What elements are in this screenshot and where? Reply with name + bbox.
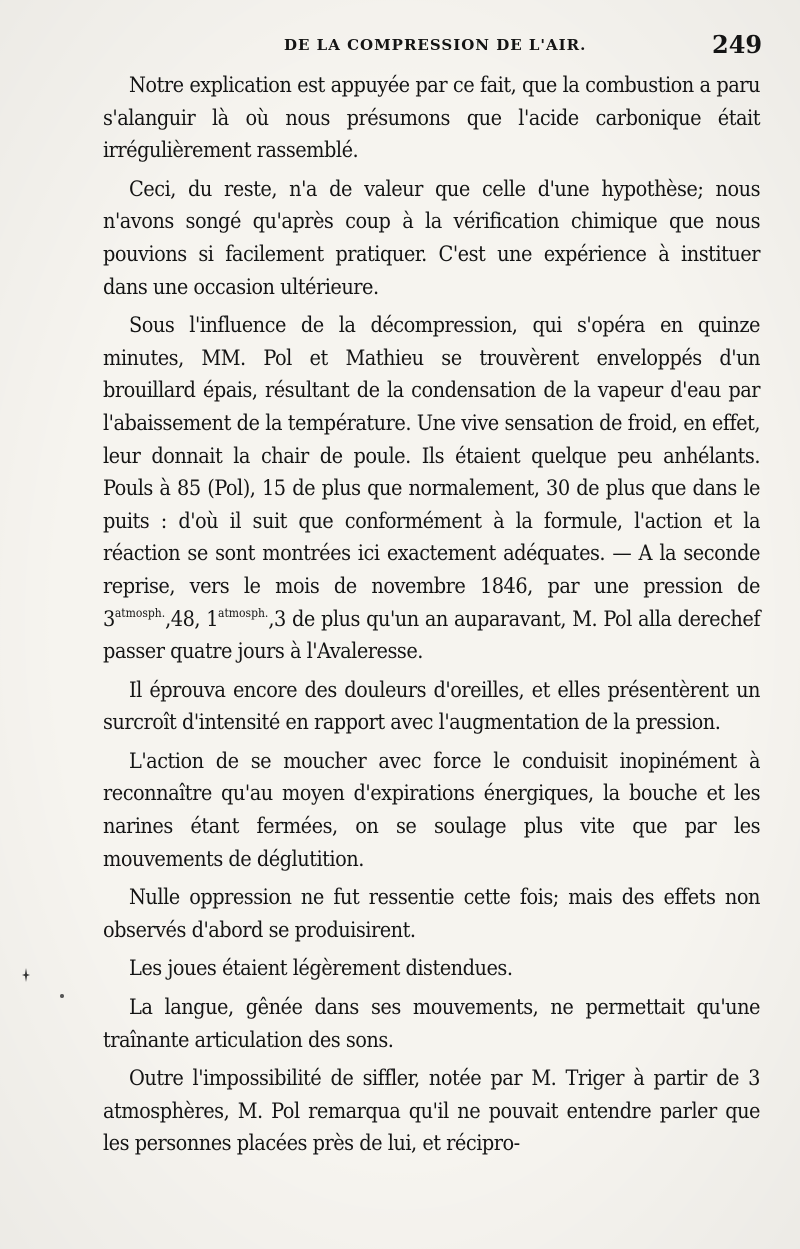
body-text (103, 70, 760, 1161)
paragraph-8 (103, 992, 760, 1057)
atmosphere-superscript: atmosph. (218, 605, 269, 620)
paragraph-8-text: La langue, gênée dans ses mouvements, ne permettait qu'une traînante articulation des sons. (103, 995, 760, 1053)
paragraph-4-text: Il éprouva encore des douleurs d'oreilles, et elles présentèrent un surcroît d'intensité en rapport avec l'augmentation de la pression. (103, 677, 760, 736)
paragraph-1 (103, 70, 760, 168)
paragraph-3-text-c: ,3 de plus qu'un an auparavant, M. Pol alla derechef passer quatre jours à l'Avaleresse. (103, 606, 760, 665)
atmosphere-superscript: atmosph. (114, 605, 166, 620)
paragraph-5 (103, 746, 760, 876)
paragraph-3-text-a: Sous l'influence de la décompression, qui s'opéra en quinze minutes, MM. Pol et Mathieu se trouvèrent enveloppés d'un brouillard épais, résultant de la condensation de la vapeur d'eau par l'abaissement de la température. Une vive sensation de froid, en effet, leur donnait la chair de poule. Ils étaient quelque peu anhélants. Pouls à 85 (Pol), 15 de plus que normalement, 30 de plus que dans le puits : d'où il suit que conformément à la formule, l'action et la réaction se sont montrées ici exactement adéquates. — A la seconde reprise, vers le mois de novembre 1846, par une pression de 3 (103, 313, 760, 632)
page-number: 249 (712, 30, 763, 59)
paragraph-1-text: Notre explication est appuyée par ce fait, que la combustion a paru s'alanguir là où nous présumons que l'acide carbonique était irrégulièrement rassemblé. (103, 73, 760, 164)
paragraph-7 (103, 953, 760, 986)
ink-dot-mark (60, 994, 64, 998)
paragraph-6 (103, 882, 760, 947)
paragraph-4 (103, 675, 760, 740)
paragraph-9-text: Outre l'impossibilité de siffler, notée par M. Triger à partir de 3 atmosphères, M. Pol remarqua qu'il ne pouvait entendre parler que les personnes placées près de lui, et récipro- (103, 1066, 760, 1157)
paragraph-6-text: Nulle oppression ne fut ressentie cette fois; mais des effets non observés d'abord se produisirent. (103, 885, 760, 943)
paragraph-3 (103, 310, 760, 669)
page-header (0, 30, 800, 60)
paragraph-9 (103, 1063, 760, 1161)
running-title: DE LA COMPRESSION DE L'AIR. (284, 36, 587, 54)
ink-speck-mark (22, 968, 30, 982)
paragraph-2-text: Ceci, du reste, n'a de valeur que celle d'une hypothèse; nous n'avons songé qu'après coup à la vérification chimique que nous pouvions si facilement pratiquer. C'est une expérience à instituer dans une occasion ultérieure. (103, 176, 760, 300)
paragraph-2 (103, 174, 760, 304)
paragraph-7-text: Les joues étaient légèrement distendues. (129, 956, 513, 982)
paragraph-3-text-b: ,48, 1 (165, 606, 219, 632)
paragraph-5-text: L'action de se moucher avec force le conduisit inopinément à reconnaître qu'au moyen d'expirations énergiques, la bouche et les narines étant fermées, on se soulage plus vite que par les mouvements de déglutition. (103, 748, 760, 872)
